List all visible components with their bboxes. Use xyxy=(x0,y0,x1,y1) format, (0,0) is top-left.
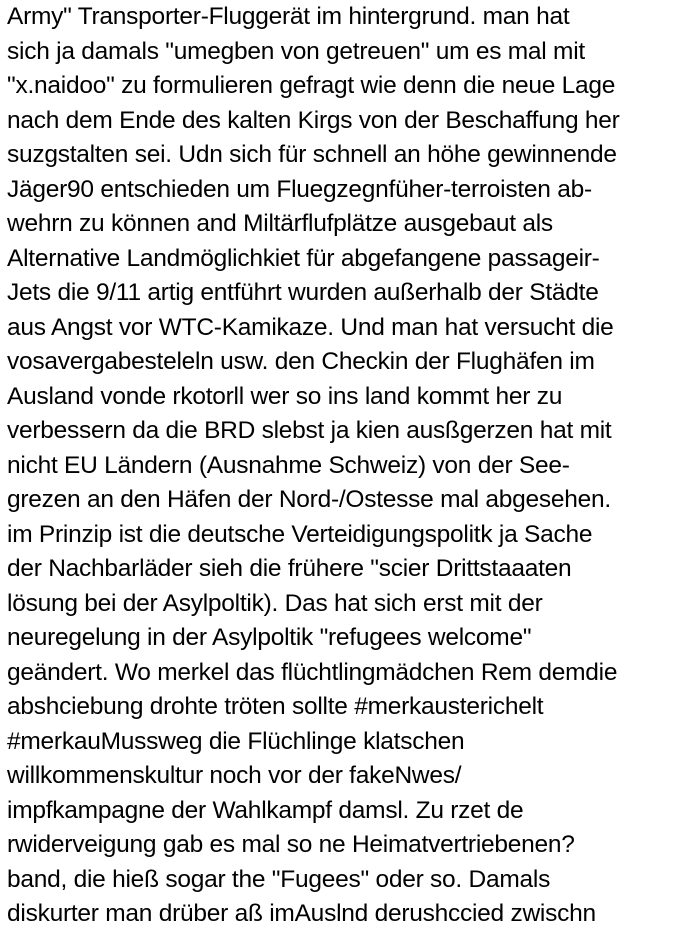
text-line: neuregelung in der Asylpoltik "refugees welcome" xyxy=(7,624,532,651)
text-line: vosavergabesteleln usw. den Checkin der Flughäfen im xyxy=(7,348,595,375)
document-body xyxy=(7,0,684,932)
text-line: geändert. Wo merkel das flüchtlingmädchen Rem demdie xyxy=(7,658,618,686)
text-line: diskurter man drüber aß imAuslnd derushccied zwischn xyxy=(7,900,596,927)
text-line: sich ja damals "umegben von getreuen" um es mal mit xyxy=(7,37,585,65)
text-line: suzgstalten sei. Udn sich für schnell an höhe gewinnende xyxy=(7,141,617,168)
text-line: nicht EU Ländern (Ausnahme Schweiz) von der See- xyxy=(7,451,570,479)
text-line: der Nachbarläder sieh die frühere "scier Drittstaaaten xyxy=(7,555,572,582)
text-line: im Prinzip ist die deutsche Verteidigungspolitk ja Sache xyxy=(7,520,593,548)
text-line: verbessern da die BRD slebst ja kien ausßgerzen hat mit xyxy=(7,417,612,444)
text-line: aus Angst vor WTC-Kamikaze. Und man hat versucht die xyxy=(7,313,614,341)
text-line: band, die hieß sogar the "Fugees" oder so. Damals xyxy=(7,865,551,893)
text-line: Jäger90 entschieden um Fluegzegnfüher-terroisten ab- xyxy=(7,175,592,203)
text-line: Army" Transporter-Fluggerät im hintergrund. man hat xyxy=(7,3,570,30)
text-line: nach dem Ende des kalten Kirgs von der Beschaffung her xyxy=(7,106,620,134)
text-line: Jets die 9/11 artig entführt wurden außerhalb der Städte xyxy=(7,279,599,306)
text-line: abshciebung drohte tröten sollte #merkausterichelt xyxy=(7,693,544,720)
text-line: #merkauMussweg die Flüchlinge klatschen xyxy=(7,727,465,755)
text-line: lösung bei der Asylpoltik). Das hat sich erst mit der xyxy=(7,589,543,617)
text-line: willkommenskultur noch vor der fakeNwes/ xyxy=(7,762,462,789)
text-line: impfkampagne der Wahlkampf damsl. Zu rzet de xyxy=(7,796,524,824)
text-line: Alternative Landmöglichkiet für abgefangene passageir- xyxy=(7,244,600,272)
text-line: Ausland vonde rkotorll wer so ins land kommt her zu xyxy=(7,382,563,410)
text-line: "x.naidoo" zu formulieren gefragt wie denn die neue Lage xyxy=(7,72,616,99)
text-line: grezen an den Häfen der Nord-/Ostesse mal abgesehen. xyxy=(7,486,611,513)
text-line: wehrn zu können and Miltärflufplätze ausgebaut als xyxy=(7,210,553,237)
text-line: rwiderveigung gab es mal so ne Heimatvertriebenen? xyxy=(7,831,575,858)
